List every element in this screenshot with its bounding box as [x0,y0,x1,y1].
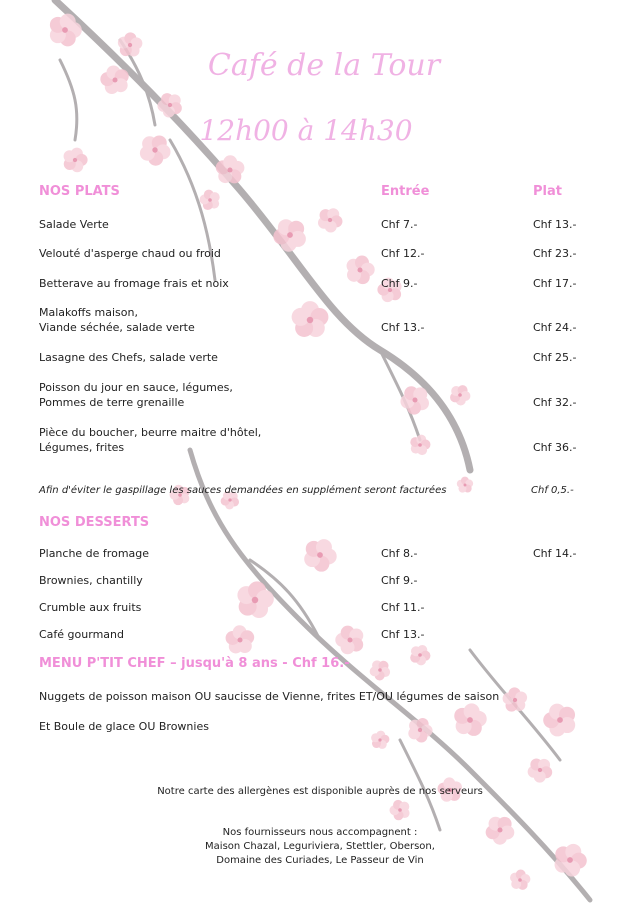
price-plat: Chf 36.- [533,441,577,454]
price-plat: Chf 24.- [533,321,577,334]
item-name: Malakoffs maison, [39,306,138,319]
plats-heading: NOS PLATS [39,184,120,199]
column-plat: Plat [533,184,562,199]
suppliers-line: Nos fournisseurs nous accompagnent : [222,827,418,838]
price-plat: Chf 32.- [533,396,577,409]
item-name: Planche de fromage [39,547,150,560]
item-name: Lasagne des Chefs, salade verte [39,351,218,364]
item-name-line2: Légumes, frites [39,441,125,454]
price-plat: Chf 17.- [533,277,577,290]
price-entree: Chf 13.- [381,321,425,334]
item-name-line2: Pommes de terre grenaille [39,396,185,409]
kids-menu-line: Nuggets de poisson maison OU saucisse de Vienne, frites ET/OU légumes de saison [39,690,500,703]
suppliers-line: Maison Chazal, Leguriviera, Stettler, Oberson, [205,841,435,852]
allergen-note: Notre carte des allergènes est disponible auprès de nos serveurs [157,786,483,797]
price-entree: Chf 13.- [381,628,425,641]
item-name: Betterave au fromage frais et noix [39,277,229,290]
item-name: Café gourmand [39,628,124,641]
price-plat: Chf 13.- [533,218,577,231]
price-plat: Chf 23.- [533,247,577,260]
desserts-heading: NOS DESSERTS [39,515,150,530]
sauce-note: Afin d'éviter le gaspillage les sauces demandées en supplément seront facturées [39,485,447,496]
item-name: Velouté d'asperge chaud ou froid [39,247,221,260]
kids-menu-dessert: Et Boule de glace OU Brownies [39,720,209,733]
column-entree: Entrée [381,184,430,199]
price-entree: Chf 9.- [381,277,418,290]
price-entree: Chf 11.- [381,601,425,614]
item-name: Pièce du boucher, beurre maitre d'hôtel, [39,426,262,439]
price-entree: Chf 9.- [381,574,418,587]
restaurant-title: Café de la Tour [207,48,441,83]
price-plat: Chf 25.- [533,351,577,364]
sauce-price: Chf 0,5.- [531,485,574,496]
item-name-line2: Viande séchée, salade verte [39,321,195,334]
kids-menu-heading: MENU P'TIT CHEF – jusqu'à 8 ans - Chf 16.- [39,656,350,671]
price-plat: Chf 14.- [533,547,577,560]
item-name: Salade Verte [39,218,109,231]
price-entree: Chf 8.- [381,547,418,560]
price-entree: Chf 7.- [381,218,418,231]
item-name: Crumble aux fruits [39,601,142,614]
item-name: Brownies, chantilly [39,574,143,587]
suppliers-line: Domaine des Curiades, Le Passeur de Vin [216,855,424,866]
item-name: Poisson du jour en sauce, légumes, [39,381,233,394]
price-entree: Chf 12.- [381,247,425,260]
opening-hours: 12h00 à 14h30 [199,114,413,147]
